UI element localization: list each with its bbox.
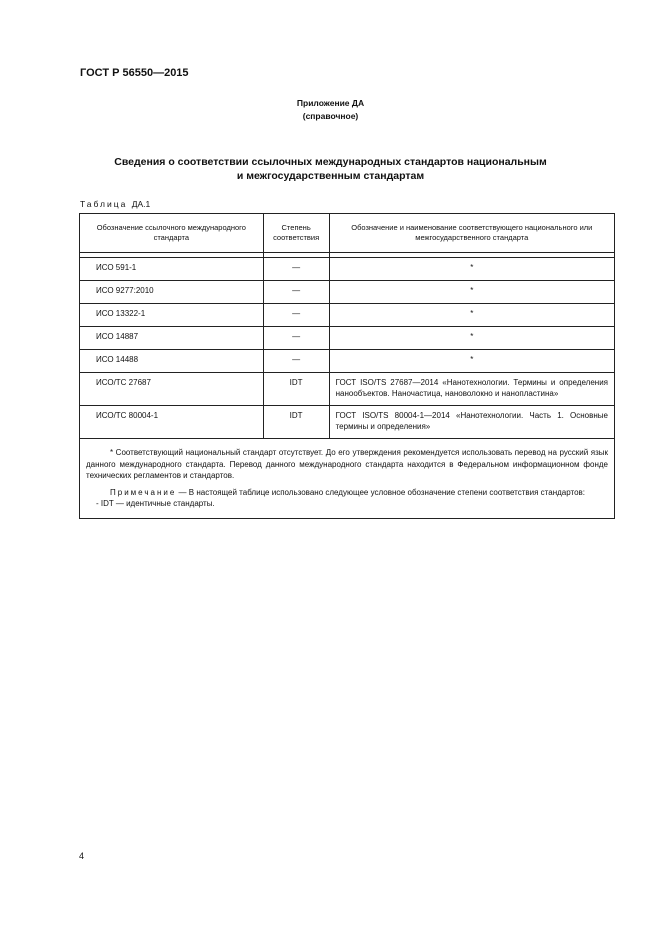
table-row — [80, 327, 615, 350]
ref-cell: ИСО 14887 — [80, 327, 264, 350]
degree-cell: — — [263, 350, 329, 373]
national-cell: * — [329, 281, 614, 304]
table-row — [80, 350, 615, 373]
national-cell: ГОСТ ISO/TS 80004-1—2014 «Нанотехнологии. Часть 1. Основные термины и определения» — [329, 406, 614, 439]
header-degree: Степень соответствия — [263, 214, 329, 253]
national-cell: * — [329, 258, 614, 281]
table-row — [80, 258, 615, 281]
degree-cell: — — [263, 258, 329, 281]
footnote: * Соответствующий национальный стандарт отсутствует. До его утверждения рекомендуется использовать перевод на русский язык данного международного стандарта. Перевод данного международного стандарта находится в Федеральном информационном фонде технических регламентов и стандартов. — [86, 448, 608, 480]
table-row — [80, 406, 615, 439]
table-row — [80, 373, 615, 406]
note — [86, 487, 608, 499]
national-cell: ГОСТ ISO/TS 27687—2014 «Нанотехнологии. Термины и определения нанообъектов. Наночастица, нановолокно и нанопластина» — [329, 373, 614, 406]
ref-cell: ИСО/ТС 80004-1 — [80, 406, 264, 439]
note-item: - IDT — идентичные стандарты. — [96, 499, 215, 508]
ref-cell: ИСО/ТС 27687 — [80, 373, 264, 406]
ref-cell: ИСО 591-1 — [80, 258, 264, 281]
note-text: — В настоящей таблице использовано следующее условное обозначение степени соответствия стандартов: — [178, 487, 585, 497]
table-label-number: ДА.1 — [131, 199, 151, 209]
document-code: ГОСТ Р 56550—2015 — [80, 67, 189, 79]
degree-cell: — — [263, 304, 329, 327]
appendix-subtitle: (справочное) — [302, 111, 359, 121]
table-footer-row — [80, 439, 615, 519]
section-heading — [0, 155, 661, 183]
appendix-header — [0, 97, 661, 123]
national-cell: * — [329, 327, 614, 350]
page-number: 4 — [79, 851, 85, 861]
ref-cell: ИСО 13322-1 — [80, 304, 264, 327]
degree-cell: IDT — [263, 373, 329, 406]
appendix-title: Приложение ДА — [296, 98, 365, 108]
table-row — [80, 304, 615, 327]
header-national-standard: Обозначение и наименование соответствующего национального или межгосударственного стандарта — [329, 214, 614, 253]
header-ref-standard: Обозначение ссылочного международного стандарта — [80, 214, 264, 253]
national-cell: * — [329, 304, 614, 327]
table-label — [80, 199, 150, 209]
degree-cell: IDT — [263, 406, 329, 439]
note-label: Примечание — [110, 487, 177, 497]
ref-cell: ИСО 9277:2010 — [80, 281, 264, 304]
table-header-row — [80, 214, 615, 253]
heading-line-1: Сведения о соответствии ссылочных международных стандартов национальным — [114, 156, 547, 168]
heading-line-2: и межгосударственным стандартам — [236, 170, 425, 182]
table-footer — [80, 439, 615, 519]
ref-cell: ИСО 14488 — [80, 350, 264, 373]
national-cell: * — [329, 350, 614, 373]
table-label-word: Таблица — [80, 199, 128, 209]
table-row — [80, 281, 615, 304]
degree-cell: — — [263, 327, 329, 350]
degree-cell: — — [263, 281, 329, 304]
standards-table — [79, 213, 615, 519]
